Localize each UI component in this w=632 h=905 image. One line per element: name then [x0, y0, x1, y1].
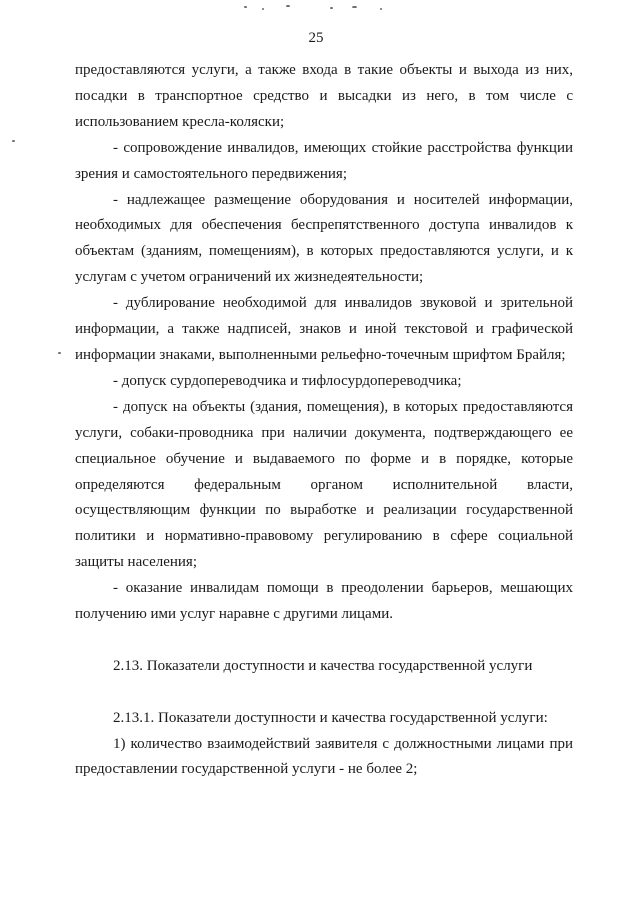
- scan-speck: [12, 140, 15, 142]
- paragraph-bullet: - оказание инвалидам помощи в преодолении барьеров, мешающих получению ими услуг наравне с другими лицами.: [75, 580, 573, 623]
- scan-speck: [286, 5, 290, 7]
- paragraph-bullet: - допуск сурдопереводчика и тифлосурдопереводчика;: [113, 372, 462, 389]
- paragraph-bullet: - надлежащее размещение оборудования и носителей информации, необходимых для обеспечения беспрепятственного доступа инвалидов к объектам (зданиям, помещениям), в которых предоставляются услуги, и к услугам с учетом ограничений их жизнедеятельности;: [75, 191, 573, 286]
- paragraph-bullet: - дублирование необходимой для инвалидов звуковой и зрительной информации, а также надписей, знаков и иной текстовой и графической информации знаками, выполненными рельефно-точечным шрифтом Брайля;: [75, 295, 573, 363]
- scan-speck: [330, 7, 333, 9]
- list-item: 1) количество взаимодействий заявителя с должностными лицами при предоставлении государственной услуги - не более 2;: [75, 735, 573, 778]
- scan-speck: [262, 8, 264, 10]
- scan-speck: [58, 352, 61, 354]
- scan-speck: [352, 6, 357, 8]
- page-number: 25: [308, 30, 324, 46]
- paragraph-bullet: - сопровождение инвалидов, имеющих стойкие расстройства функции зрения и самостоятельного передвижения;: [75, 139, 573, 182]
- paragraph-continuation: предоставляются услуги, а также входа в такие объекты и выхода из них, посадки в транспортное средство и высадки из него, в том числе с использованием кресла-коляски;: [75, 62, 573, 130]
- scan-speck: [380, 8, 382, 10]
- body-text: [75, 58, 573, 783]
- scan-speck: [244, 6, 247, 8]
- subsection-title: 2.13.1. Показатели доступности и качества государственной услуги:: [113, 709, 548, 726]
- section-heading: 2.13. Показатели доступности и качества государственной услуги: [113, 657, 533, 674]
- paragraph-bullet: - допуск на объекты (здания, помещения), в которых предоставляются услуги, собаки-проводника при наличии документа, подтверждающего ее специальное обучение и выдаваемого по форме и в порядке, которые определяются федеральным органом исполнительной власти, осуществляющим функции по выработке и реализации государственной политики и нормативно-правовому регулированию в сфере социальной защиты населения;: [75, 398, 573, 571]
